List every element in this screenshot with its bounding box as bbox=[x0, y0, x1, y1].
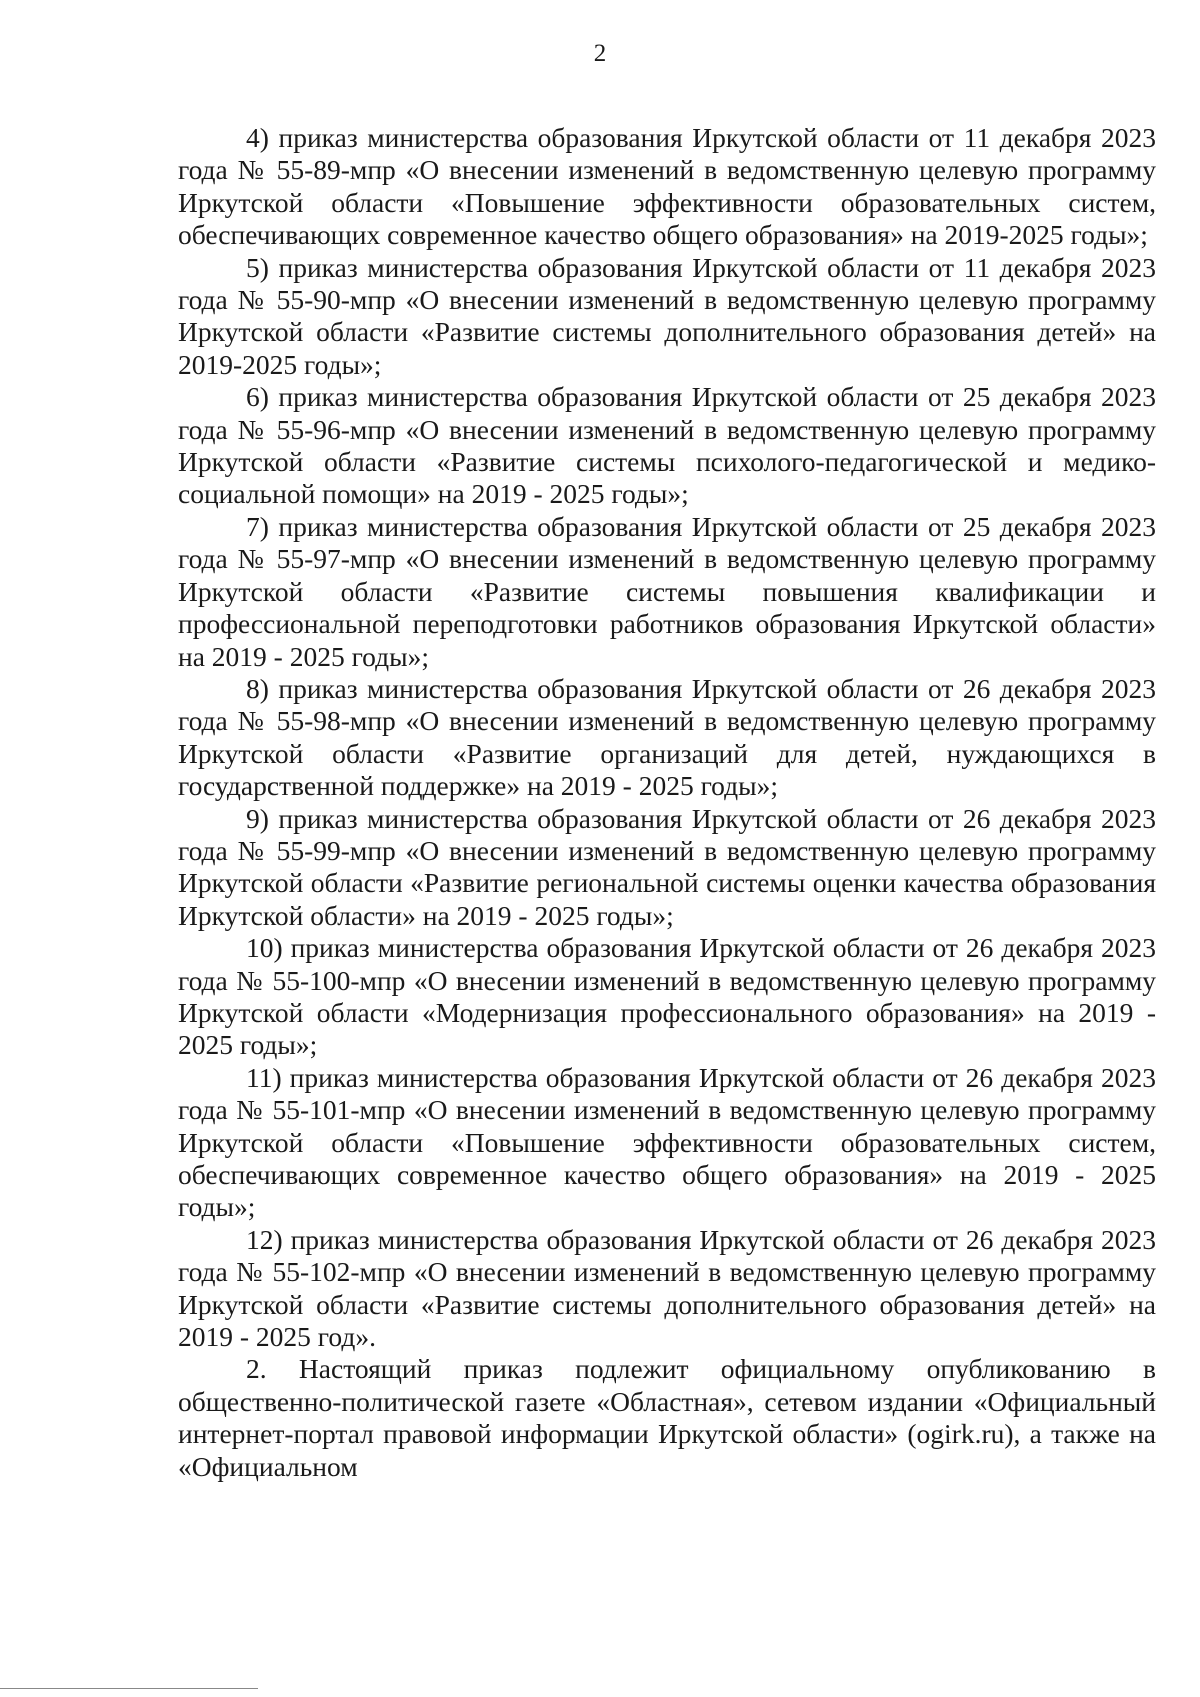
list-item-8: 8) приказ министерства образования Иркутской области от 26 декабря 2023 года № 55-98-мпр «О внесении изменений в ведомственную целевую программу Иркутской области «Развитие организаций для детей, нуждающихся в государственной поддержке» на 2019 - 2025 годы»; bbox=[178, 672, 1156, 802]
page-number: 2 bbox=[593, 40, 607, 67]
document-body bbox=[178, 122, 1156, 1483]
list-item-5: 5) приказ министерства образования Иркутской области от 11 декабря 2023 года № 55-90-мпр «О внесении изменений в ведомственную целевую программу Иркутской области «Развитие системы дополнительного образования детей» на 2019-2025 годы»; bbox=[178, 251, 1156, 380]
list-item-11: 11) приказ министерства образования Иркутской области от 26 декабря 2023 года № 55-101-мпр «О внесении изменений в ведомственную целевую программу Иркутской области «Повышение эффективности образовательных систем, обеспечивающих современное качество общего образования» на 2019 - 2025 годы»; bbox=[178, 1061, 1156, 1223]
list-item-4: 4) приказ министерства образования Иркутской области от 11 декабря 2023 года № 55-89-мпр «О внесении изменений в ведомственную целевую программу Иркутской области «Повышение эффективности образовательных систем, обеспечивающих современное качество общего образования» на 2019-2025 годы»; bbox=[178, 122, 1156, 251]
list-item-7: 7) приказ министерства образования Иркутской области от 25 декабря 2023 года № 55-97-мпр «О внесении изменений в ведомственную целевую программу Иркутской области «Развитие системы повышения квалификации и профессиональной переподготовки работников образования Иркутской области» на 2019 - 2025 годы»; bbox=[178, 510, 1156, 672]
paragraph-2-publication: 2. Настоящий приказ подлежит официальному опубликованию в общественно-политической газете «Областная», сетевом издании «Официальный интернет-портал правовой информации Иркутской области» (ogirk.ru), а также на «Официальном bbox=[178, 1353, 1156, 1482]
bottom-edge-line bbox=[0, 1688, 258, 1689]
list-item-12: 12) приказ министерства образования Иркутской области от 26 декабря 2023 года № 55-102-мпр «О внесении изменений в ведомственную целевую программу Иркутской области «Развитие системы дополнительного образования детей» на 2019 - 2025 год». bbox=[178, 1223, 1156, 1353]
list-item-10: 10) приказ министерства образования Иркутской области от 26 декабря 2023 года № 55-100-мпр «О внесении изменений в ведомственную целевую программу Иркутской области «Модернизация профессионального образования» на 2019 - 2025 годы»; bbox=[178, 932, 1156, 1061]
list-item-6: 6) приказ министерства образования Иркутской области от 25 декабря 2023 года № 55-96-мпр «О внесении изменений в ведомственную целевую программу Иркутской области «Развитие системы психолого-педагогической и медико-социальной помощи» на 2019 - 2025 годы»; bbox=[178, 381, 1156, 510]
list-item-9: 9) приказ министерства образования Иркутской области от 26 декабря 2023 года № 55-99-мпр «О внесении изменений в ведомственную целевую программу Иркутской области «Развитие региональной системы оценки качества образования Иркутской области» на 2019 - 2025 годы»; bbox=[178, 802, 1156, 931]
